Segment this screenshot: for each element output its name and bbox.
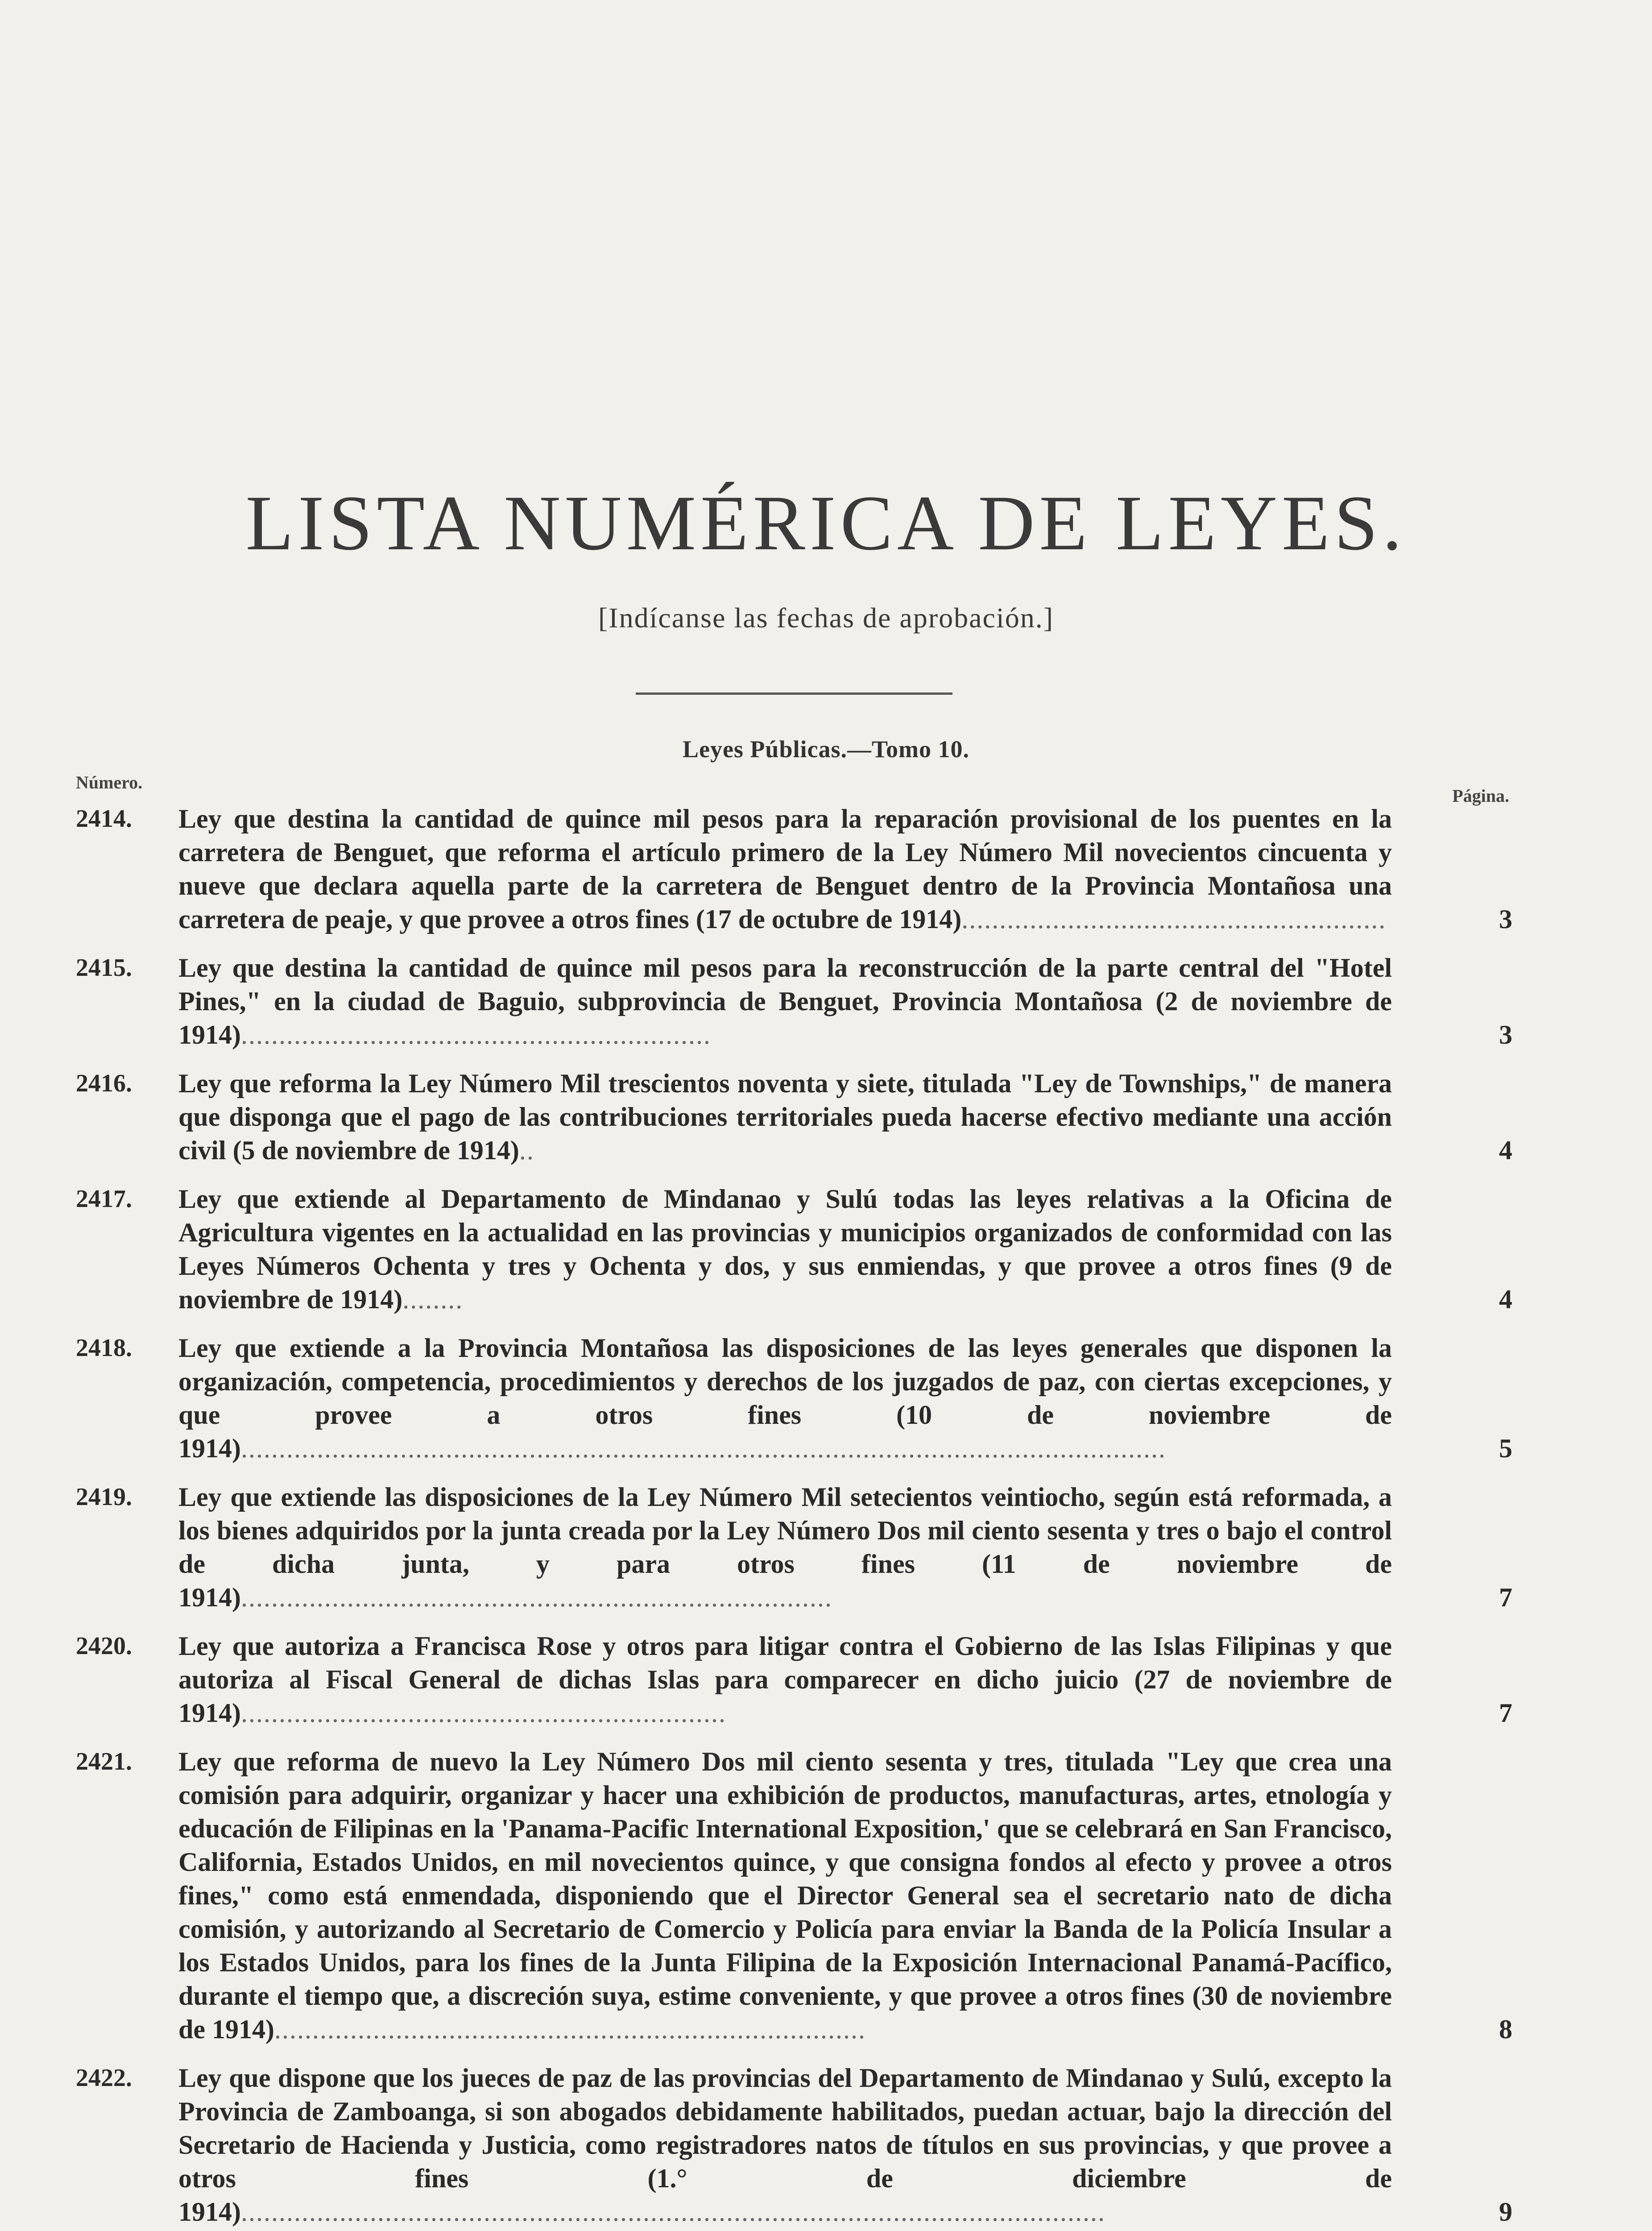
law-description: Ley que extiende las disposiciones de la Ley Número Mil setecientos veintiocho, según está reformada, a los bienes adquiridos por la junta creada por la Ley Número Dos mil ciento sesenta y tres o bajo el control de dicha junta, y para otros fines (11 de noviembre de 1914)..............................................................................	[178, 1482, 1392, 1612]
law-description: Ley que autoriza a Francisca Rose y otros para litigar contra el Gobierno de las Islas Filipinas y que autoriza al Fiscal General de dichas Islas para comparecer en dicho juicio (27 de noviembre de 1914)................................................................	[178, 1631, 1392, 1728]
list-item	[76, 951, 1512, 1052]
law-description: Ley que reforma de nuevo la Ley Número Dos mil ciento sesenta y tres, titulada "Ley que crea una comisión para adquirir, organizar y hacer una exhibición de productos, manufacturas, artes, etnología y educación de Filipinas en la 'Panama-Pacific International Exposition,' que se celebrará en San Francisco, California, Estados Unidos, en mil novecientos quince, y que consigna fondos al efecto y provee a otros fines," como está enmendada, disponiendo que el Director General sea el secretario nato de dicha comisión, y autorizando al Secretario de Comercio y Policía para enviar la Banda de la Policía Insular a los Estados Unidos, para los fines de la Junta Filipina de la Exposición Internacional Panamá-Pacífico, durante el tiempo que, a discreción suya, estime conveniente, y que provee a otros fines (30 de noviembre de 1914)..............................................................................	[178, 1747, 1392, 2044]
law-description: Ley que extiende al Departamento de Mindanao y Sulú todas las leyes relativas a la Oficina de Agricultura vigentes en la actualidad en las provincias y municipios organizados de conformidad con las Leyes Números Ochenta y tres y Ochenta y dos, y sus enmiendas, y que provee a otros fines (9 de noviembre de 1914)........	[178, 1184, 1392, 1314]
law-description: Ley que reforma la Ley Número Mil trescientos noventa y siete, titulada "Ley de Townships," de manera que disponga que el pago de las contribuciones territoriales pueda hacerse efectivo mediante una acción civil (5 de noviembre de 1914)..	[178, 1069, 1392, 1165]
law-number: 2421.	[76, 1748, 132, 1775]
dot-leader: ........	[402, 1285, 464, 1314]
dot-leader: ..	[519, 1136, 534, 1165]
law-number: 2418.	[76, 1334, 132, 1362]
law-page: 4	[1499, 1136, 1512, 1165]
law-page: 7	[1499, 1698, 1512, 1728]
page-title: LISTA NUMÉRICA DE LEYES.	[245, 480, 1407, 567]
law-number: 2420.	[76, 1632, 132, 1660]
column-header-number: Número.	[76, 772, 143, 792]
law-description: Ley que dispone que los jueces de paz de las provincias del Departamento de Mindanao y Sulú, excepto la Provincia de Zamboanga, si son abogados debidamente habilitados, puedan actuar, bajo la dirección del Secretario de Hacienda y Justicia, como registradores natos de títulos en sus provincias, y que provee a otros fines (1.° de diciembre de 1914)..................................................................................................................	[178, 2063, 1392, 2227]
dot-leader: ..................................................................................................................	[240, 2197, 1105, 2227]
law-number: 2417.	[76, 1185, 132, 1213]
list-item	[76, 1745, 1512, 2046]
law-description: Ley que extiende a la Provincia Montañosa las disposiciones de las leyes generales que disponen la organización, competencia, procedimientos y derechos de los juzgados de paz, con ciertas excepciones, y que provee a otros fines (10 de noviembre de 1914)..........................................................................................................................	[178, 1333, 1392, 1463]
law-page: 4	[1499, 1285, 1512, 1314]
law-page: 3	[1499, 904, 1512, 934]
page-subtitle: [Indícanse las fechas de aprobación.]	[598, 602, 1054, 634]
list-item	[76, 1480, 1512, 1614]
law-page: 7	[1499, 1583, 1512, 1612]
list-item	[76, 802, 1512, 936]
law-number: 2422.	[76, 2064, 132, 2092]
dot-leader: ................................................................	[240, 1698, 726, 1728]
law-number: 2416.	[76, 1070, 132, 1097]
law-description: Ley que destina la cantidad de quince mil pesos para la reparación provisional de los puentes en la carretera de Benguet, que reforma el artículo primero de la Ley Número Mil novecientos cincuenta y nueve que declara aquella parte de la carretera de Benguet dentro de la Provincia Montañosa una carretera de peaje, y que provee a otros fines (17 de octubre de 1914)........................................................	[178, 804, 1392, 934]
volume-heading: Leyes Públicas.—Tomo 10.	[682, 736, 970, 763]
law-number: 2414.	[76, 805, 132, 833]
dot-leader: ........................................................	[961, 904, 1387, 934]
list-item	[76, 1182, 1512, 1316]
law-number: 2419.	[76, 1483, 132, 1511]
law-number: 2415.	[76, 954, 132, 982]
dot-leader: ..............................................................	[240, 1020, 711, 1049]
title-divider	[636, 693, 952, 695]
law-page: 9	[1499, 2197, 1512, 2227]
dot-leader: ..............................................................................	[240, 1583, 832, 1612]
law-page: 5	[1499, 1434, 1512, 1463]
list-item	[76, 1067, 1512, 1167]
law-page: 8	[1499, 2015, 1512, 2044]
column-header-page: Página.	[1452, 786, 1509, 806]
list-item	[76, 1331, 1512, 1465]
dot-leader: ..............................................................................	[274, 2015, 866, 2044]
law-page: 3	[1499, 1020, 1512, 1049]
law-description: Ley que destina la cantidad de quince mil pesos para la reconstrucción de la parte central del "Hotel Pines," en la ciudad de Baguio, subprovincia de Benguet, Provincia Montañosa (2 de noviembre de 1914)..............................................................	[178, 953, 1392, 1049]
law-list	[76, 802, 1512, 2231]
list-item	[76, 2061, 1512, 2229]
list-item	[76, 1630, 1512, 1730]
dot-leader: ..........................................................................................................................	[240, 1434, 1166, 1463]
